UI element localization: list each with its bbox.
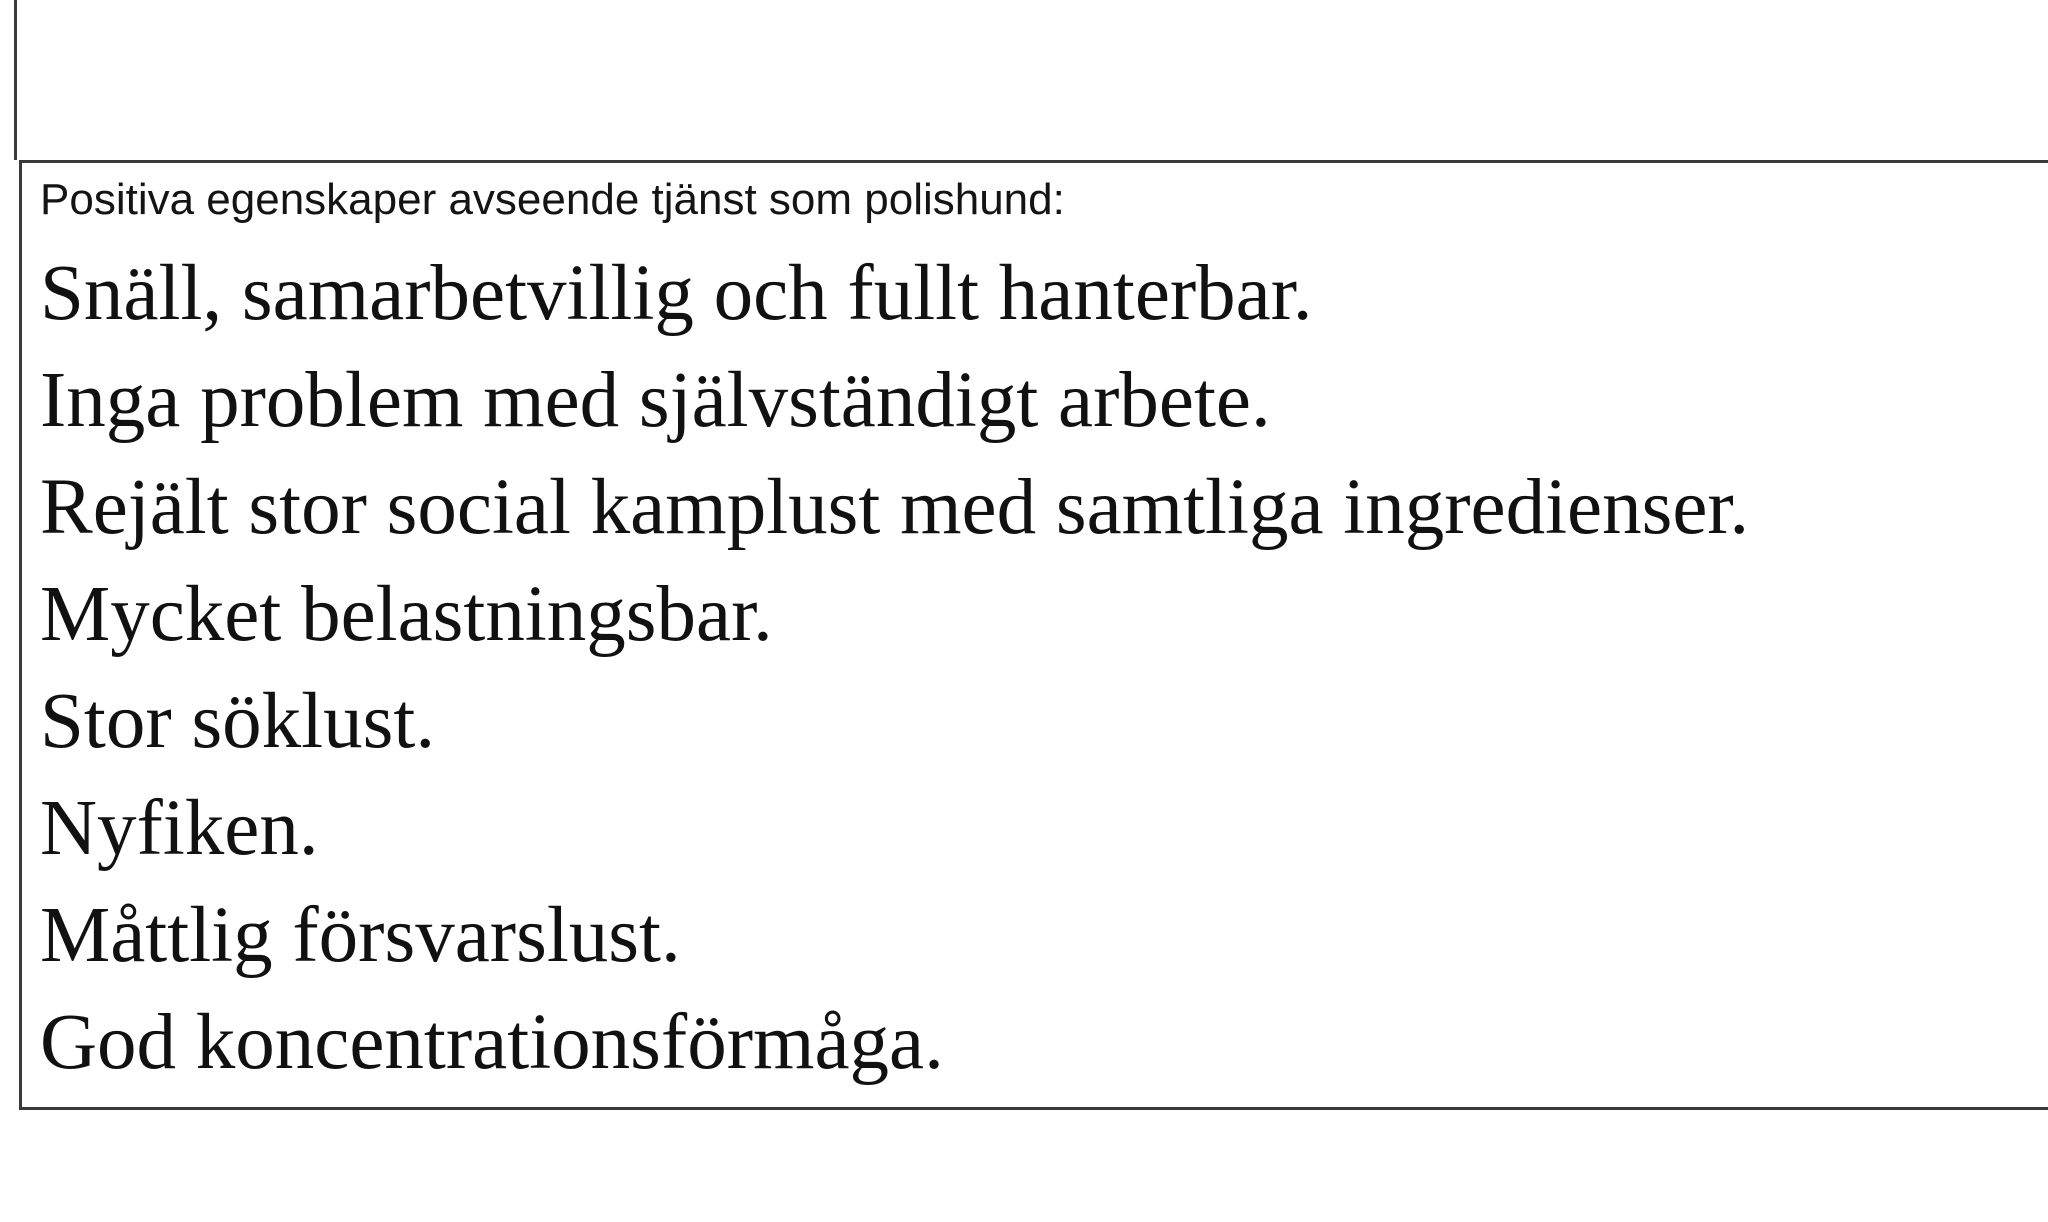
- upper-form-cell: [14, 0, 2048, 160]
- trait-entry: Måttlig försvarslust.: [40, 892, 681, 979]
- trait-entry: Mycket belastningsbar.: [40, 571, 773, 658]
- traits-list: [40, 240, 1749, 1096]
- trait-entry: Snäll, samarbetvillig och fullt hanterbar.: [40, 250, 1313, 337]
- trait-entry: God koncentrationsförmåga.: [40, 999, 944, 1086]
- trait-entry: Inga problem med självständigt arbete.: [40, 357, 1271, 444]
- trait-entry: Rejält stor social kamplust med samtliga ingredienser.: [40, 464, 1750, 551]
- trait-entry: Nyfiken.: [40, 785, 319, 872]
- trait-entry: Stor söklust.: [40, 678, 436, 765]
- field-label: Positiva egenskaper avseende tjänst som polishund:: [40, 175, 1065, 224]
